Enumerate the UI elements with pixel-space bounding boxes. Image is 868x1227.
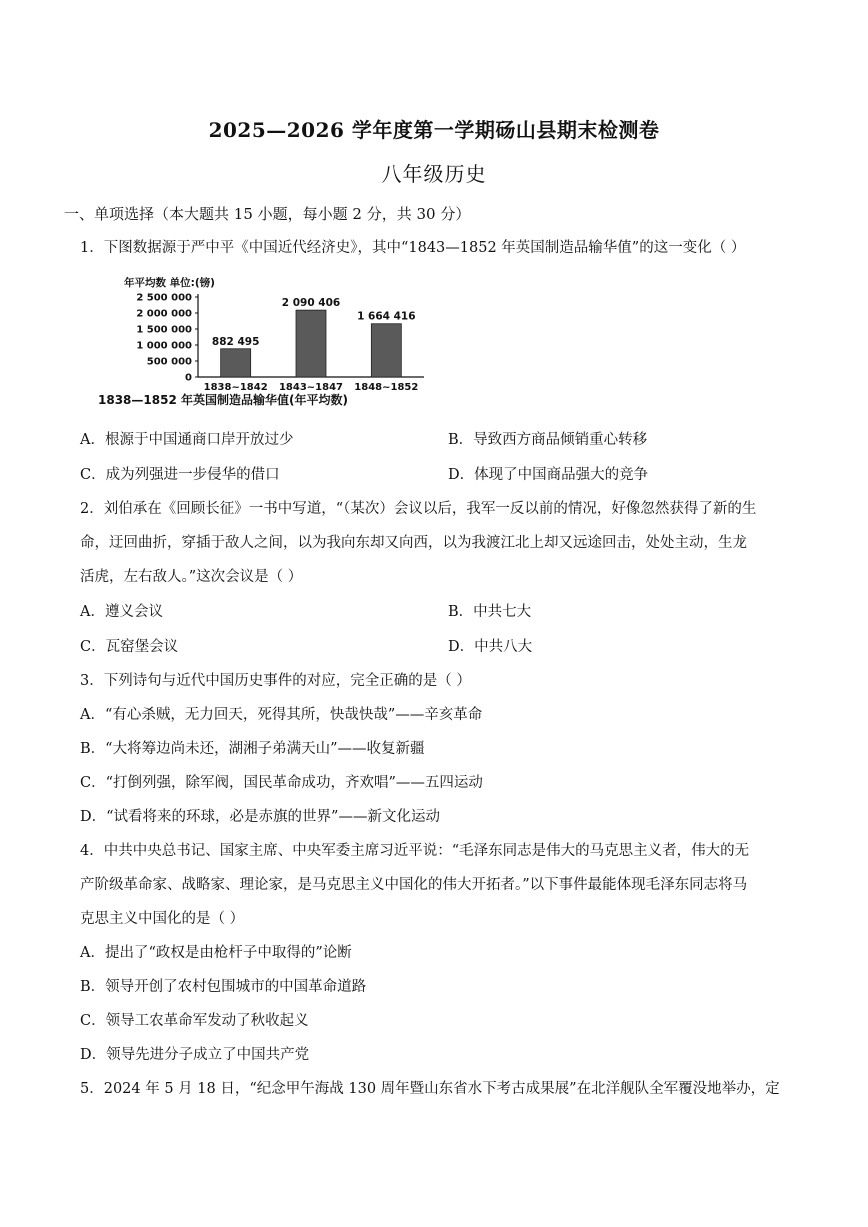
question-4-stem-line-2: 产阶级革命家、战略家、理论家，是马克思主义中国化的伟大开拓者。”以下事件最能体现毛泽东同志将马 — [80, 877, 748, 893]
q1-option-c[interactable]: C．成为列强进一步侵华的借口 — [80, 467, 280, 483]
q2-option-d[interactable]: D．中共八大 — [448, 639, 533, 655]
section-heading: 一、单项选择（本大题共 15 小题，每小题 2 分，共 30 分） — [64, 205, 471, 223]
q2-option-a[interactable]: A．遵义会议 — [80, 604, 163, 620]
x-tick-label: 1838~1842 — [203, 382, 268, 393]
y-tick-label: 1 000 000 — [136, 340, 192, 352]
q4-option-b[interactable]: B．领导开创了农村包围城市的中国革命道路 — [80, 979, 367, 995]
bar-value-label: 882 495 — [211, 335, 260, 348]
bar-value-label: 1 664 416 — [357, 310, 416, 323]
q3-option-d[interactable]: D．“试看将来的环球，必是赤旗的世界”——新文化运动 — [80, 809, 440, 825]
chart-bar — [221, 349, 251, 377]
y-tick-label: 0 — [185, 372, 192, 384]
y-tick-label: 500 000 — [146, 356, 192, 368]
question-5-stem: 5．2024 年 5 月 18 日，“纪念甲午海战 130 周年暨山东省水下考古成果展”在北洋舰队全军覆没地举办，定 — [80, 1081, 780, 1097]
bar-value-label: 2 090 406 — [281, 297, 341, 310]
y-tick-label: 1 500 000 — [136, 324, 192, 336]
x-tick-label: 1848~1852 — [354, 382, 419, 393]
q2-option-b[interactable]: B．中共七大 — [448, 604, 532, 620]
x-tick-label: 1843~1847 — [278, 382, 344, 393]
exam-title: 2025—2026 学年度第一学期砀山县期末检测卷 — [208, 118, 660, 142]
q4-option-a[interactable]: A．提出了“政权是由枪杆子中取得的”论断 — [80, 945, 352, 961]
q2-option-c[interactable]: C．瓦窑堡会议 — [80, 639, 179, 655]
q3-option-c[interactable]: C．“打倒列强，除军阀，国民革命成功，齐欢唱”——五四运动 — [80, 775, 483, 791]
q4-option-c[interactable]: C．领导工农革命军发动了秋收起义 — [80, 1013, 309, 1029]
y-tick-label: 2 500 000 — [136, 292, 192, 304]
q3-option-a[interactable]: A．“有心杀贼，无力回天，死得其所，快哉快哉”——辛亥革命 — [80, 707, 483, 723]
chart-bar — [371, 324, 401, 377]
question-2-stem-line-2: 命，迂回曲折，穿插于敌人之间，以为我向东却又向西，以为我渡江北上却又远途回击，处处主动，生龙 — [80, 535, 747, 551]
question-2-stem-line-3: 活虎，左右敌人。”这次会议是（ ） — [80, 569, 303, 585]
chart-ylabel: 年平均数 单位:(镑) — [124, 277, 215, 289]
exam-subtitle: 八年级历史 — [381, 162, 487, 186]
q1-option-d[interactable]: D．体现了中国商品强大的竞争 — [448, 467, 649, 483]
question-4-stem-line-3: 克思主义中国化的是（ ） — [80, 911, 245, 927]
q3-option-b[interactable]: B．“大将筹边尚未还，湖湘子弟满天山”——收复新疆 — [80, 741, 425, 757]
question-1-stem: 1．下图数据源于严中平《中国近代经济史》，其中“1843—1852 年英国制造品输华值”的这一变化（ ） — [80, 240, 746, 256]
export-bar-chart — [94, 272, 444, 412]
question-4-stem-line-1: 4．中共中央总书记、国家主席、中央军委主席习近平说：“毛泽东同志是伟大的马克思主义者，伟大的无 — [80, 843, 750, 859]
question-2-stem-line-1: 2．刘伯承在《回顾长征》一书中写道，“（某次）会议以后，我军一反以前的情况，好像忽然获得了新的生 — [80, 501, 757, 517]
y-tick-label: 2 000 000 — [136, 308, 192, 320]
question-3-stem: 3．下列诗句与近代中国历史事件的对应，完全正确的是（ ） — [80, 673, 471, 689]
q1-option-a[interactable]: A．根源于中国通商口岸开放过少 — [80, 432, 294, 448]
chart-y-ticks — [136, 293, 198, 384]
chart-title: 1838—1852 年英国制造品输华值(年平均数) — [98, 393, 348, 407]
chart-bar — [296, 310, 326, 377]
q4-option-d[interactable]: D．领导先进分子成立了中国共产党 — [80, 1047, 310, 1063]
chart-bars — [212, 297, 416, 377]
q1-option-b[interactable]: B．导致西方商品倾销重心转移 — [448, 432, 648, 448]
chart-x-ticks — [204, 382, 419, 393]
